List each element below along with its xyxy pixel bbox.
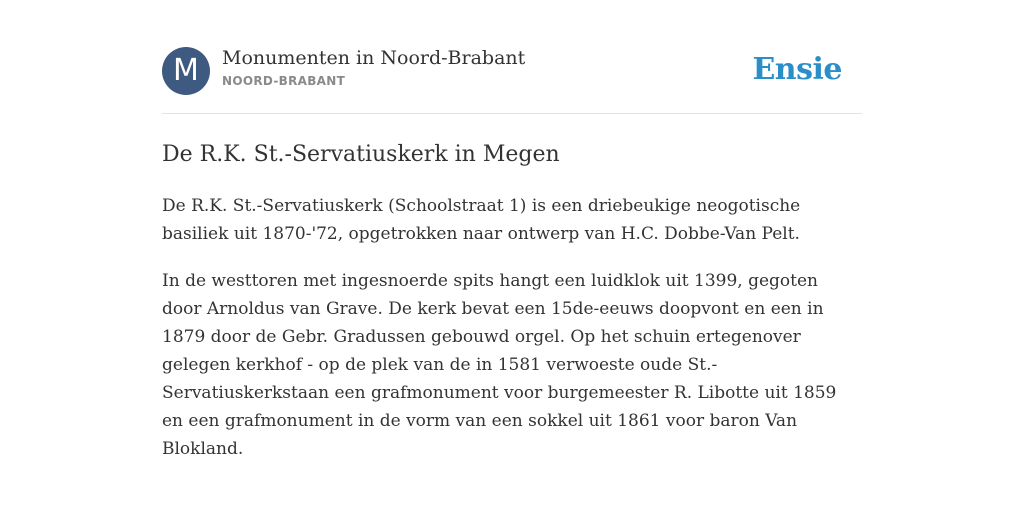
source-info [222,46,525,88]
source-title-link[interactable]: Monumenten in Noord-Brabant [222,47,526,69]
article-paragraph: De R.K. St.-Servatiuskerk (Schoolstraat 1) is een driebeukige neogotische basiliek uit 1870-'72, opgetrokken naar ontwerp van H.C. Dobbe-Van Pelt. [162,196,801,244]
brand-logo[interactable]: Ensie [752,52,842,87]
article-title: De R.K. St.-Servatiuskerk in Megen [162,142,560,167]
card-header [162,46,862,114]
source-subtitle: NOORD-BRABANT [222,74,346,88]
article-paragraph: In de westtoren met ingesnoerde spits hangt een luidklok uit 1399, gegoten door Arnoldus van Grave. De kerk bevat een 15de-eeuws doopvont en een in 1879 door de Gebr. Gradussen gebouwd orgel. Op het schuin ertegenover gelegen kerkhof - op de plek van de in 1581 verwoeste oude St.-Servatiuskerkstaan een grafmonument voor burgemeester R. Libotte uit 1859 en een grafmonument in de vorm van een sokkel uit 1861 voor baron Van Blokland. [162,271,837,459]
avatar[interactable]: M [162,47,210,95]
article-card [162,46,862,463]
